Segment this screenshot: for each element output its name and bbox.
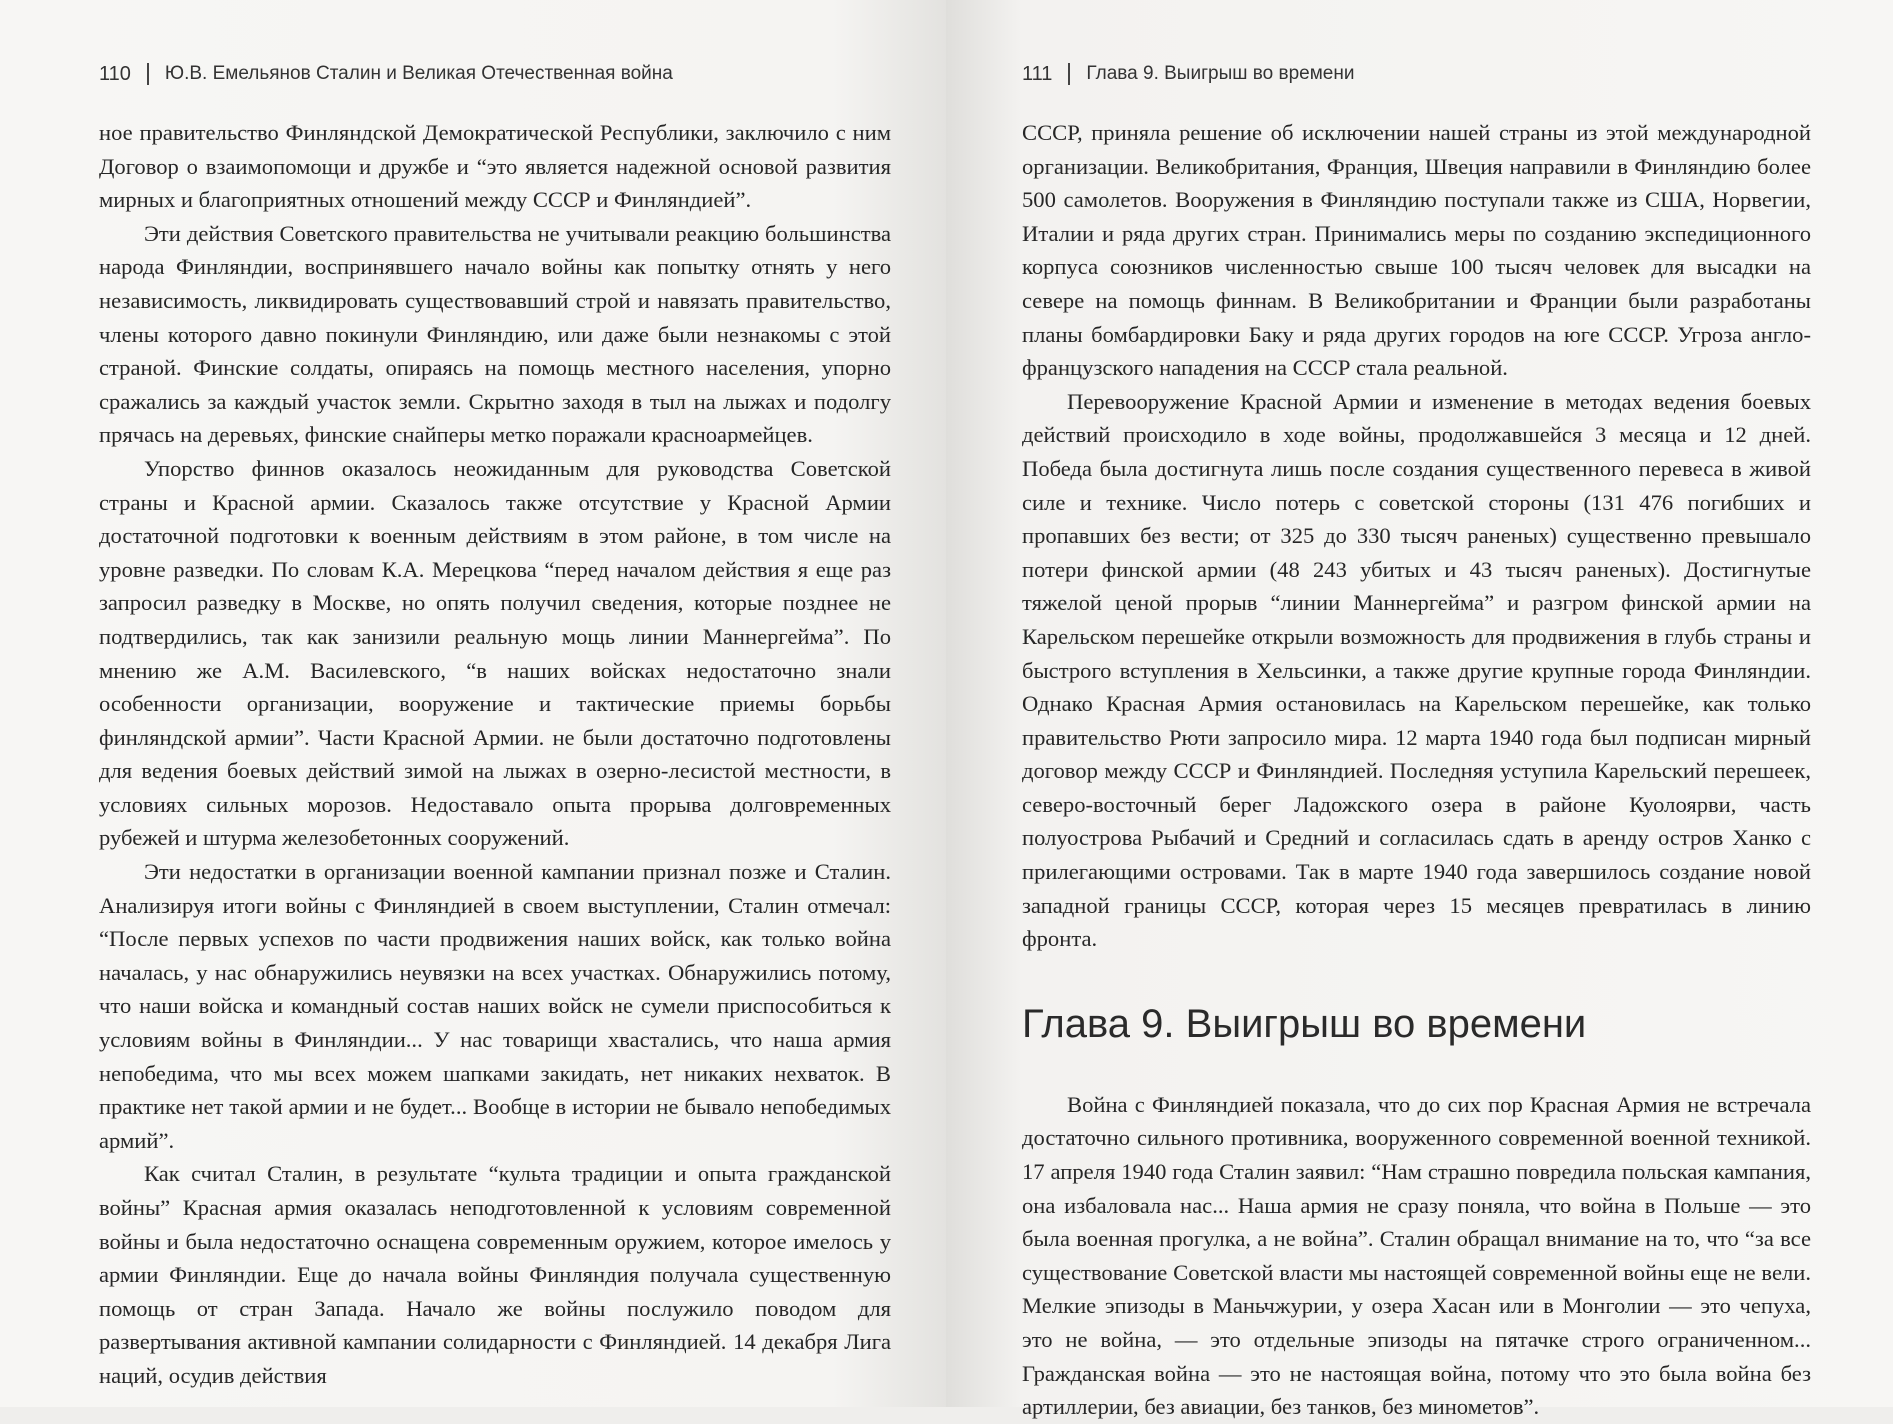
paragraph: Эти недостатки в организации военной кампании признал позже и Сталин. Анализируя итоги войны с Финляндией в своем выступлении, Сталин отмечал: “После первых успехов по части продвижения наших войск, как только война началась, у нас обнаружились неувязки на всех участках. Обнаружились потому, что наши войска и командный состав наших войск не сумели приспособиться к условиям войны в Финляндии... У нас товарищи хвастались, что наша армия непобедима, что мы всех можем шапками закидать, нет никаких нехваток. В практике нет такой армии и не будет... Вообще в истории не бывало непобедимых армий”.	[99, 859, 891, 1153]
page-number: 110	[99, 62, 131, 85]
paragraph: Война с Финляндией показала, что до сих пор Красная Армия не встречала достаточно сильного противника, вооруженного современной военной техникой. 17 апреля 1940 года Сталин заявил: “Нам страшно повредила польская кампания, она избаловала нас... Наша армия не сразу поняла, что война в Польше — это была военная прогулка, а не война”. Сталин обращал внимание на то, что “за все существование Советской власти мы настоящей современной войны еще не вели. Мелкие эпизоды в Маньчжурии, у озера Хасан или в Монголии — это чепуха, это не война, — это отдельные эпизоды на пятачке строго ограниченном... Гражданская война — это не настоящая война, потому что это была война без артиллерии, без авиации, без танков, без минометов”.	[1022, 1091, 1811, 1420]
left-page-header	[99, 58, 673, 90]
paragraph: Эти действия Советского правительства не учитывали реакцию большинства народа Финляндии, воспринявшего начало войны как попытку отнять у него независимость, ликвидировать существовавший строй и навязать правительство, члены которого давно покинули Финляндию, или даже были незнакомы с этой страной. Финские солдаты, опираясь на помощь местного населения, упорно сражались за каждый участок земли. Скрытно заходя в тыл на лыжах и подолгу прячась на деревьях, финские снайперы метко поражали красноармейцев.	[99, 220, 891, 448]
right-page-header	[1022, 58, 1354, 90]
header-separator	[1068, 63, 1070, 85]
right-page-body	[1022, 116, 1811, 1424]
page-number: 111	[1022, 62, 1053, 85]
chapter-title: Глава 9. Выигрыш во времени	[1022, 1001, 1587, 1046]
left-page-body	[99, 116, 891, 1393]
paragraph: Упорство финнов оказалось неожиданным для руководства Советской страны и Красной армии. Сказалось также отсутствие у Красной Армии достаточной подготовки к военным действиям в этом районе, в том числе на уровне разведки. По словам К.А. Мерецкова “перед началом действия я еще раз запросил разведку в Москве, но опять получил сведения, которые позднее не подтвердились, так как занизили реальную мощь линии Маннергейма”. По мнению же А.М. Василевского, “в наших войсках недостаточно знали особенности организации, вооружение и тактические приемы борьбы финляндской армии”. Части Красной Армии. не были достаточно подготовлены для ведения боевых действий зимой на лыжах в озерно-лесистой местности, в условиях сильных морозов. Недоставало опыта прорыва долговременных рубежей и штурма железобетонных сооружений.	[99, 455, 891, 851]
paragraph: Перевооружение Красной Армии и изменение в методах ведения боевых действий происходило в ходе войны, продолжавшейся 3 месяца и 12 дней. Победа была достигнута лишь после создания существенного перевеса в живой силе и технике. Число потерь с советской стороны (131 476 погибших и пропавших без вести; от 325 до 330 тысяч раненых) существенно превышало потери финской армии (48 243 убитых и 43 тысяч раненых). Достигнутые тяжелой ценой прорыв “линии Маннергейма” и разгром финской армии на Карельском перешейке открыли возможность для продвижения в глубь страны и быстрого вступления в Хельсинки, а также другие крупные города Финляндии. Однако Красная Армия остановилась на Карельском перешейке, как только правительство Рюти запросило мира. 12 марта 1940 года был подписан мирный договор между СССР и Финляндией. Последняя уступила Карельский перешеек, северо-восточный берег Ладожского озера в районе Куолоярви, часть полуострова Рыбачий и Средний и согласилась сдать в аренду остров Ханко с прилегающими островами. Так в марте 1940 года завершилось создание новой западной границы СССР, которая через 15 месяцев превратилась в линию фронта.	[1022, 388, 1811, 952]
running-title: Ю.В. Емельянов Сталин и Великая Отечественная война	[164, 63, 673, 84]
running-title: Глава 9. Выигрыш во времени	[1086, 63, 1355, 84]
right-page	[946, 0, 1893, 1420]
paragraph: СССР, приняла решение об исключении нашей страны из этой международной организации. Великобритания, Франция, Швеция направили в Финляндию более 500 самолетов. Вооружения в Финляндию поступали также из США, Норвегии, Италии и ряда других стран. Принимались меры по созданию экспедиционного корпуса союзников численностью свыше 100 тысяч человек для высадки на севере на помощь финнам. В Великобритании и Франции были разработаны планы бомбардировки Баку и ряда других городов на юге СССР. Угроза англо-французского нападения на СССР стала реальной.	[1022, 120, 1811, 381]
left-page	[0, 0, 946, 1407]
paragraph: Как считал Сталин, в результате “культа традиции и опыта гражданской войны” Красная армия оказалась неподготовленной к условиям современной войны и была недостаточно оснащена современным оружием, которое имелось у армии Финляндии. Еще до начала войны Финляндия получала существенную помощь от стран Запада. Начало же войны послужило поводом для развертывания активной кампании солидарности с Финляндией. 14 декабря Лига наций, осудив действия	[99, 1161, 891, 1388]
paragraph: ное правительство Финляндской Демократической Республики, заключило с ним Договор о взаимопомощи и дружбе и “это является надежной основой развития мирных и благоприятных отношений между СССР и Финляндией”.	[99, 120, 891, 213]
header-separator	[147, 63, 149, 85]
